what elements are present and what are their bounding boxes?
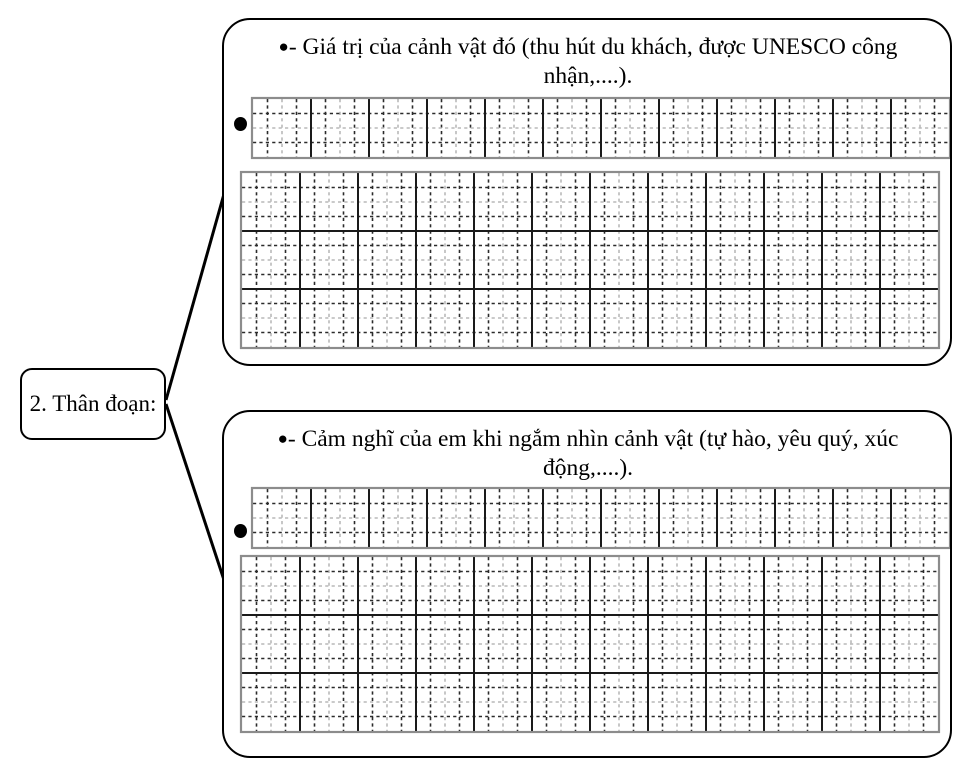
section-label-box: [20, 368, 166, 440]
panel-2-heading-text: - Cảm nghĩ của em khi ngắm nhìn cảnh vật (tự hào, yêu quý, xúc động,....).: [287, 426, 899, 481]
panel-2-heading-bullet-icon: ●: [277, 429, 288, 448]
panel-1-heading: [238, 33, 938, 90]
content-panel-1: [222, 18, 952, 366]
panel-2-heading: [238, 425, 938, 482]
panel-2-top-writing-grid[interactable]: [250, 486, 952, 550]
panel-2-main-writing-grid[interactable]: [239, 554, 941, 734]
connector-line-to-panel-2: [166, 404, 224, 580]
panel-1-heading-bullet-icon: ●: [278, 37, 289, 56]
connector-line-to-panel-1: [166, 194, 224, 400]
panel-2-gutter-bullet-icon: [234, 524, 247, 538]
panel-1-heading-text: - Giá trị của cảnh vật đó (thu hút du khách, được UNESCO công nhận,....).: [288, 34, 898, 89]
panel-1-main-writing-grid[interactable]: [239, 170, 941, 350]
panel-1-top-writing-grid[interactable]: [250, 96, 952, 160]
panel-1-gutter-bullet-icon: [234, 117, 247, 131]
section-label-text: 2. Thân đoạn:: [29, 391, 157, 417]
content-panel-2: [222, 410, 952, 758]
